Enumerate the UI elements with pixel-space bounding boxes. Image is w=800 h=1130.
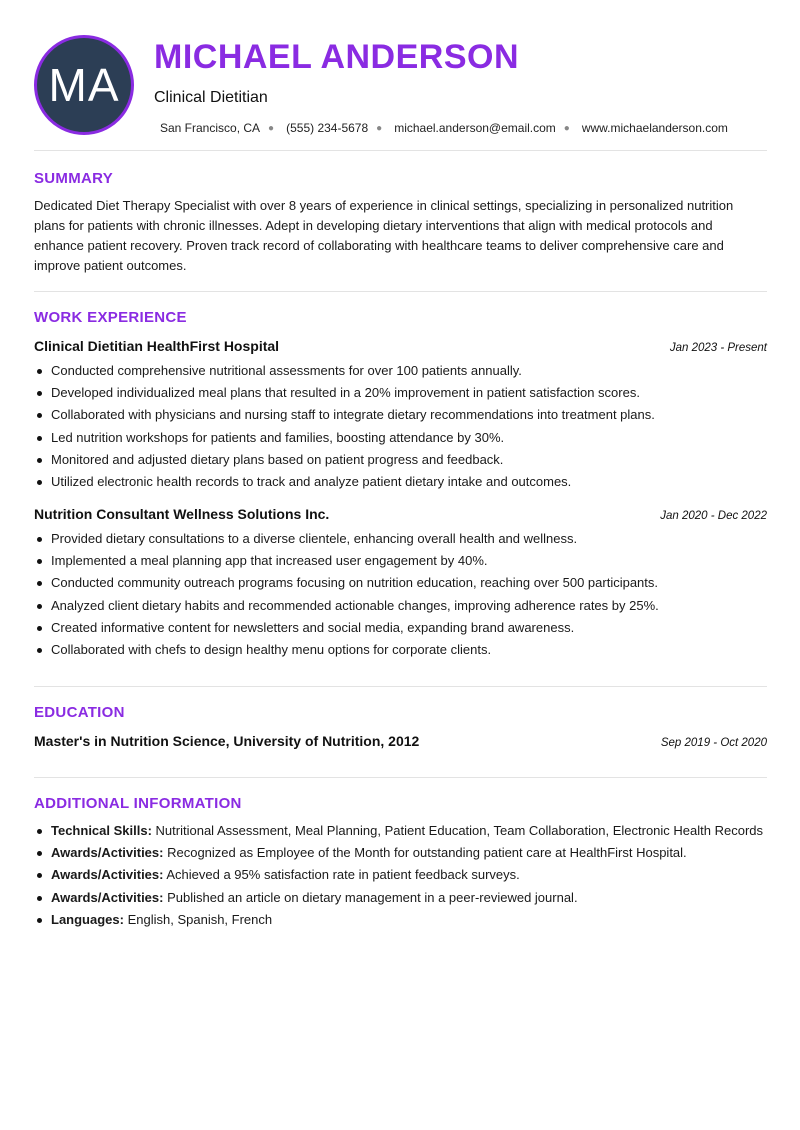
item-label: Awards/Activities:	[51, 889, 164, 905]
job-bullets	[34, 362, 767, 495]
divider	[34, 777, 767, 778]
avatar	[34, 35, 134, 135]
list-item: Created informative content for newsletters and social media, expanding brand awareness.	[34, 619, 767, 637]
education-heading: EDUCATION	[34, 704, 125, 721]
job-role: Nutrition Consultant Wellness Solutions Inc.	[34, 506, 330, 522]
additional-heading: ADDITIONAL INFORMATION	[34, 795, 242, 812]
divider	[34, 291, 767, 292]
list-item: Developed individualized meal plans that resulted in a 20% improvement in patient satisfaction scores.	[34, 384, 767, 402]
list-item: Provided dietary consultations to a diverse clientele, enhancing overall health and wellness.	[34, 530, 767, 548]
contact-email[interactable]: michael.anderson@email.com	[394, 121, 556, 135]
degree: Master's in Nutrition Science, University of Nutrition, 2012	[34, 733, 420, 749]
divider	[34, 150, 767, 151]
education-entry	[34, 733, 767, 749]
contact-website[interactable]: www.michaelanderson.com	[581, 121, 728, 135]
divider	[34, 686, 767, 687]
contact-phone: (555) 234-5678	[286, 121, 369, 135]
job-date: Jan 2023 - Present	[669, 342, 767, 354]
list-item: Analyzed client dietary habits and recommended actionable changes, improving adherence rates by 25%.	[34, 597, 767, 615]
education-date: Sep 2019 - Oct 2020	[660, 737, 767, 749]
avatar-initials: MA	[48, 59, 120, 111]
list-item	[34, 911, 767, 929]
item-text: English, Spanish, French	[127, 911, 273, 927]
experience-heading: WORK EXPERIENCE	[34, 309, 187, 326]
item-label: Technical Skills:	[51, 823, 152, 838]
job-header	[34, 338, 767, 354]
item-text: Achieved a 95% satisfaction rate in patient feedback surveys.	[166, 867, 520, 883]
item-text: Recognized as Employee of the Month for outstanding patient care at HealthFirst Hospital.	[167, 845, 687, 861]
separator-dot-icon: ●	[268, 122, 275, 134]
job-date: Jan 2020 - Dec 2022	[660, 510, 767, 522]
additional-list	[34, 822, 767, 933]
item-text: Published an article on dietary management in a peer-reviewed journal.	[167, 889, 578, 905]
list-item: Collaborated with physicians and nursing staff to integrate dietary recommendations into treatment plans.	[34, 406, 767, 424]
separator-dot-icon: ●	[376, 122, 383, 134]
candidate-name: MICHAEL ANDERSON	[154, 38, 520, 76]
contact-location: San Francisco, CA	[160, 121, 261, 135]
separator-dot-icon: ●	[563, 122, 570, 134]
item-label: Awards/Activities:	[51, 845, 164, 861]
list-item	[34, 844, 767, 862]
job-bullets	[34, 530, 767, 663]
job-header	[34, 506, 767, 522]
job-role: Clinical Dietitian HealthFirst Hospital	[34, 338, 280, 354]
list-item: Collaborated with chefs to design healthy menu options for corporate clients.	[34, 641, 767, 659]
list-item: Conducted community outreach programs focusing on nutrition education, reaching over 500 participants.	[34, 574, 767, 592]
item-label: Awards/Activities:	[51, 867, 164, 883]
list-item: Monitored and adjusted dietary plans based on patient progress and feedback.	[34, 451, 767, 469]
list-item: Utilized electronic health records to track and analyze patient dietary intake and outcomes.	[34, 473, 767, 491]
list-item	[34, 889, 767, 907]
list-item	[34, 822, 767, 840]
list-item: Conducted comprehensive nutritional assessments for over 100 patients annually.	[34, 362, 767, 380]
list-item: Implemented a meal planning app that increased user engagement by 40%.	[34, 552, 767, 570]
list-item	[34, 866, 767, 884]
job-title: Clinical Dietitian	[154, 89, 268, 106]
item-text: Nutritional Assessment, Meal Planning, Patient Education, Team Collaboration, Electronic Health Records	[155, 823, 764, 838]
contact-line	[160, 121, 728, 135]
summary-text: Dedicated Diet Therapy Specialist with over 8 years of experience in clinical settings, specializing in personalized nutrition plans for patients with chronic illnesses. Adept in developing dietary interventions that align with medical protocols and enhance patient recovery. Proven track record of collaborating with healthcare teams to deliver comprehensive care and improve patient outcomes.	[34, 198, 734, 273]
item-label: Languages:	[51, 911, 124, 927]
list-item: Led nutrition workshops for patients and families, boosting attendance by 30%.	[34, 429, 767, 447]
summary-heading: SUMMARY	[34, 170, 114, 187]
